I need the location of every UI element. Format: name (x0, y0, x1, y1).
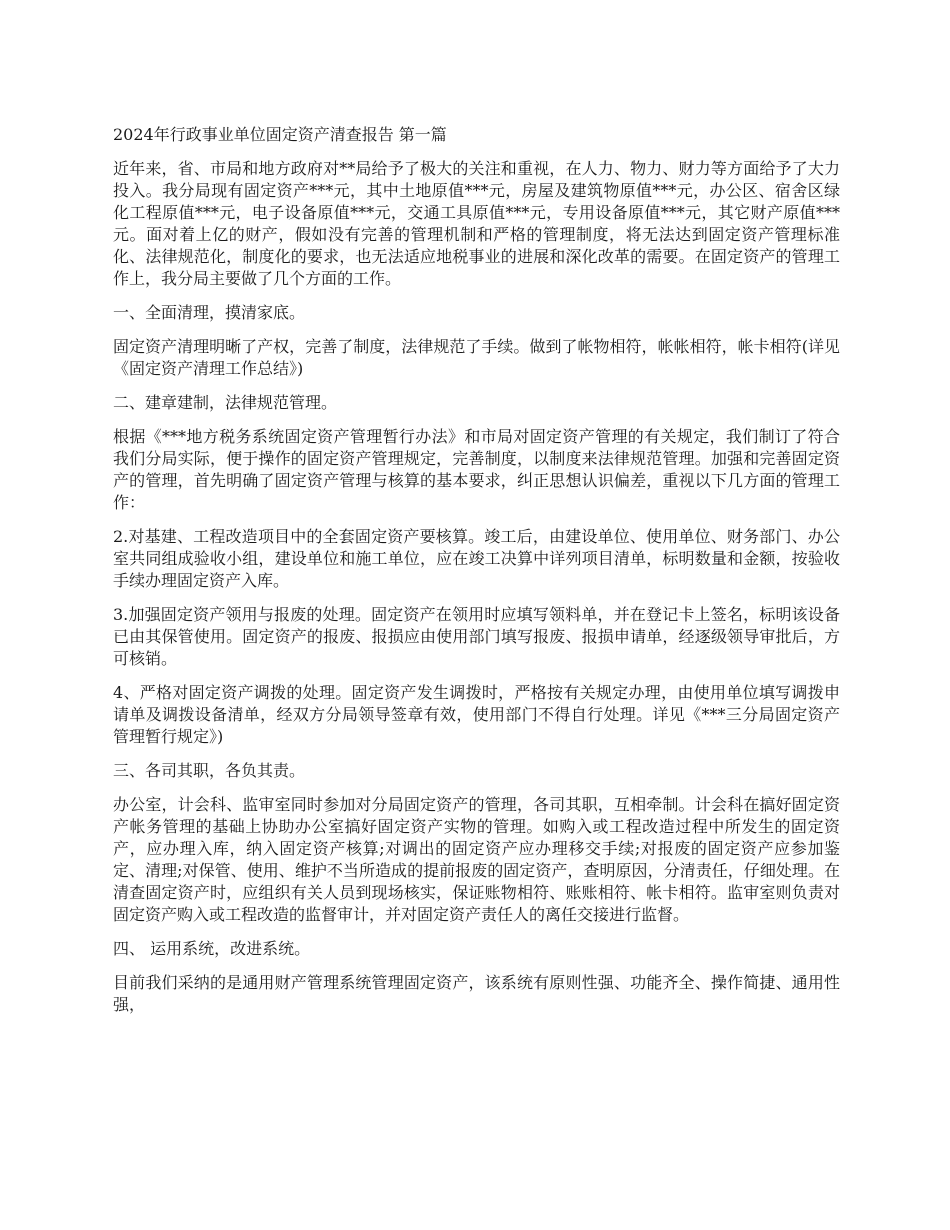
intro-paragraph: 近年来，省、市局和地方政府对**局给予了极大的关注和重视，在人力、物力、财力等方面给予了大力投入。我分局现有固定资产***元，其中土地原值***元，房屋及建筑物原值***元，办公区、宿舍区绿化工程原值***元，电子设备原值***元，交通工具原值***元，专用设备原值***元，其它财产原值***元。面对着上亿的财产，假如没有完善的管理机制和严格的管理制度，将无法达到固定资产管理标准化、法律规范化，制度化的要求，也无法适应地税事业的进展和深化改革的需要。在固定资产的管理工作上，我分局主要做了几个方面的工作。 (113, 159, 840, 288)
section-4-paragraph: 目前我们采纳的是通用财产管理系统管理固定资产，该系统有原则性强、功能齐全、操作简捷、通用性强， (113, 973, 840, 1014)
section-heading-1: 一、全面清理，摸清家底。 (113, 303, 306, 322)
section-heading-4: 四、 运用系统，改进系统。 (113, 939, 311, 958)
document-title: 2024年行政事业单位固定资产清查报告 第一篇 (113, 125, 447, 144)
item-3-paragraph: 3.加强固定资产领用与报废的处理。固定资产在领用时应填写领料单，并在登记卡上签名，标明该设备已由其保管使用。固定资产的报废、报损应由使用部门填写报废、报损申请单，经逐级领导审批后，方可核销。 (113, 605, 840, 668)
section-1-paragraph: 固定资产清理明晰了产权，完善了制度，法律规范了手续。做到了帐物相符，帐帐相符，帐卡相符(详见《固定资产清理工作总结》) (113, 337, 840, 378)
item-2-paragraph: 2.对基建、工程改造项目中的全套固定资产要核算。竣工后，由建设单位、使用单位、财务部门、办公室共同组成验收小组，建设单位和施工单位，应在竣工决算中详列项目清单，标明数量和金额，按验收手续办理固定资产入库。 (113, 527, 840, 590)
section-2-paragraph: 根据《***地方税务系统固定资产管理暂行办法》和市局对固定资产管理的有关规定，我们制订了符合我们分局实际，便于操作的固定资产管理规定，完善制度，以制度来法律规范管理。加强和完善固定资产的管理，首先明确了固定资产管理与核算的基本要求，纠正思想认识偏差，重视以下几方面的管理工作： (113, 427, 840, 512)
section-heading-3: 三、各司其职，各负其责。 (113, 761, 306, 780)
section-3-paragraph: 办公室，计会科、监审室同时参加对分局固定资产的管理，各司其职，互相牵制。计会科在搞好固定资产帐务管理的基础上协助办公室搞好固定资产实物的管理。如购入或工程改造过程中所发生的固定资产，应办理入库，纳入固定资产核算;对调出的固定资产应办理移交手续;对报废的固定资产应参加鉴定、清理;对保管、使用、维护不当所造成的提前报废的固定资产，查明原因，分清责任，仔细处理。在清查固定资产时，应组织有关人员到现场核实，保证账物相符、账账相符、帐卡相符。监审室则负责对固定资产购入或工程改造的监督审计，并对固定资产责任人的离任交接进行监督。 (113, 795, 840, 924)
section-heading-2: 二、建章建制，法律规范管理。 (113, 393, 338, 412)
document-page (113, 124, 840, 1028)
item-4-paragraph: 4、严格对固定资产调拨的处理。固定资产发生调拨时，严格按有关规定办理，由使用单位填写调拨申请单及调拨设备清单，经双方分局领导签章有效，使用部门不得自行处理。详见《***三分局固定资产管理暂行规定》) (113, 683, 840, 746)
